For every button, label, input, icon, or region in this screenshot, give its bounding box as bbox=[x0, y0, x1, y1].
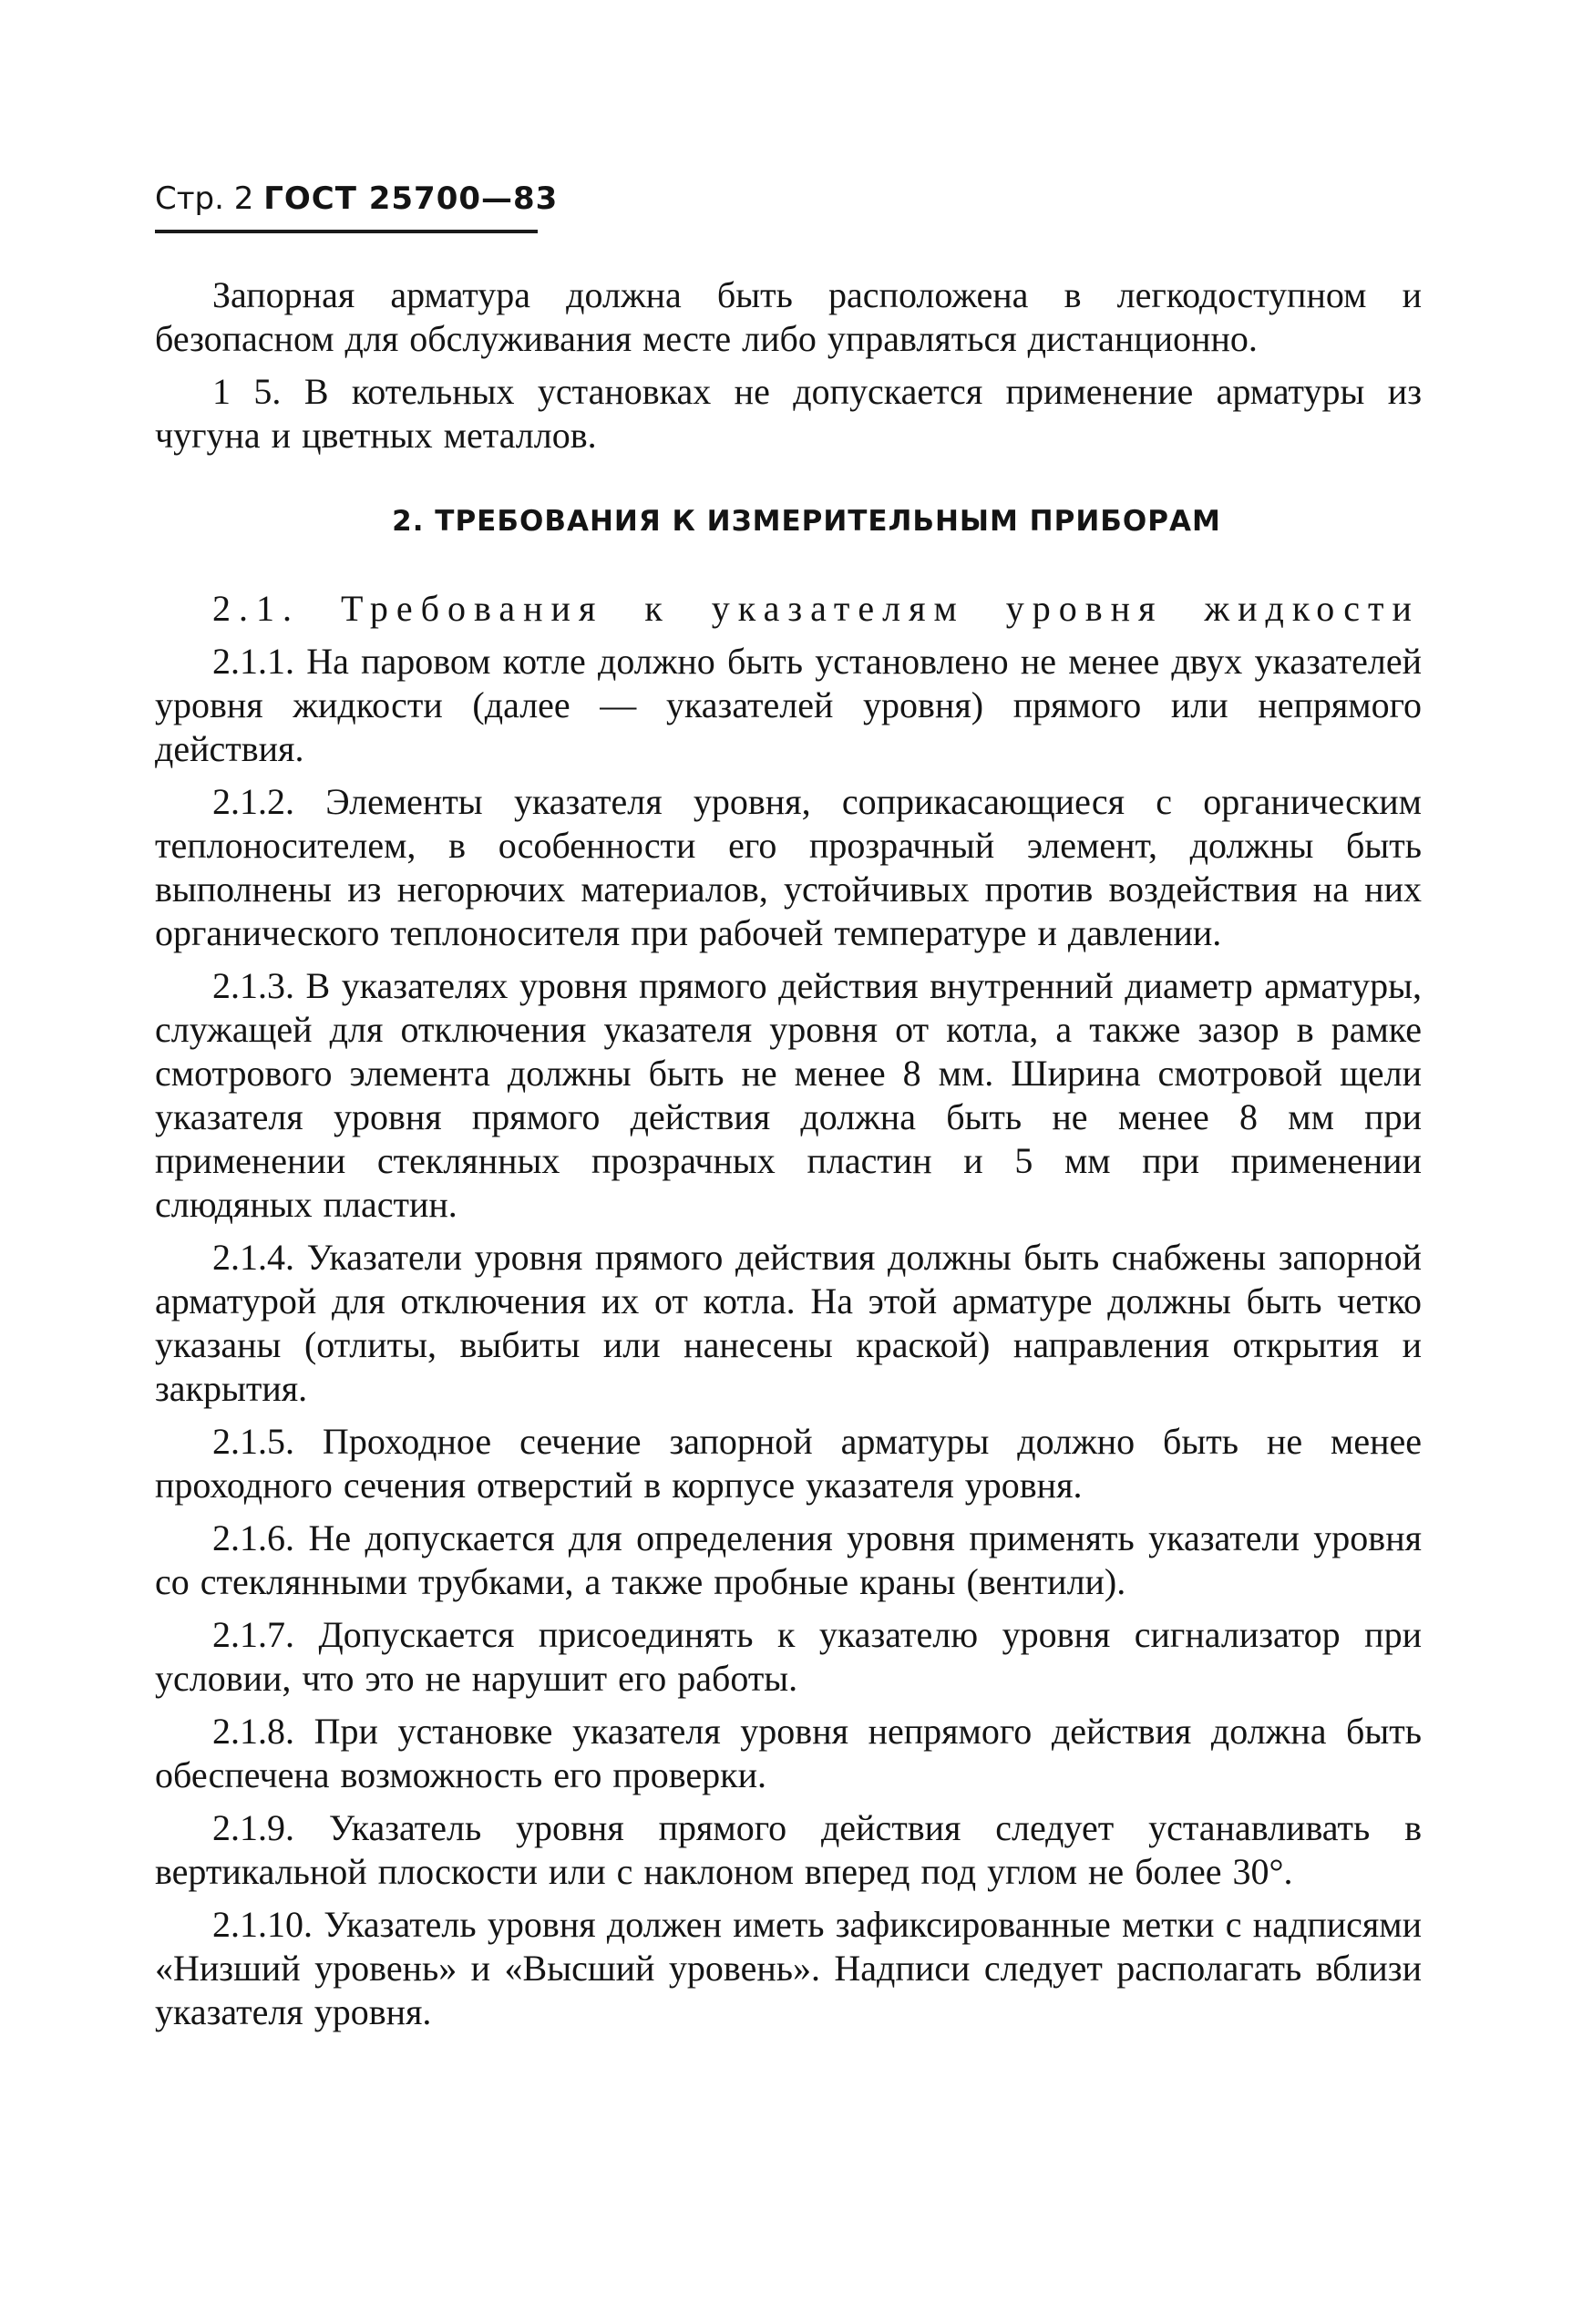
clause-2-1-7: 2.1.7. Допускается присоединять к указателю уровня сигнализатор при условии, что это не нарушит его работы. bbox=[155, 1614, 1422, 1699]
paragraph-shutoff-valves: Запорная арматура должна быть расположена в легкодоступном и безопасном для обслуживания месте либо управляться дистанционно. bbox=[155, 274, 1422, 359]
clause-2-1-9: 2.1.9. Указатель уровня прямого действия следует устанавливать в вертикальной плоскости или с наклоном вперед под углом не более 30°. bbox=[155, 1807, 1422, 1892]
subsection-title: 2.1. Требования к указателям уровня жидкости bbox=[212, 588, 1420, 629]
standard-designation: ГОСТ 25700—83 bbox=[263, 180, 559, 217]
clause-2-1-10: 2.1.10. Указатель уровня должен иметь зафиксированные метки с надписями «Низший уровень» и «Высший уровень». Надписи следует располагать вблизи указателя уровня. bbox=[155, 1904, 1422, 2032]
clause-2-1-2: 2.1.2. Элементы указателя уровня, соприкасающиеся с органическим теплоносителем, в особенности его прозрачный элемент, должны быть выполнены из негорючих материалов, устойчивых против воздействия на них органического теплоносителя при рабочей температуре и давлении. bbox=[155, 781, 1422, 953]
clause-2-1-1: 2.1.1. На паровом котле должно быть установлено не менее двух указателей уровня жидкости (далее — указателей уровня) прямого или непрямого действия. bbox=[155, 641, 1422, 769]
document-body bbox=[155, 273, 1422, 2043]
clause-2-1-6: 2.1.6. Не допускается для определения уровня применять указатели уровня со стеклянными трубками, а также пробные краны (вентили). bbox=[155, 1517, 1422, 1602]
clause-2-1-3: 2.1.3. В указателях уровня прямого действия внутренний диаметр арматуры, служащей для отключения указателя уровня от котла, а также зазор в рамке смотрового элемента должны быть не менее 8 мм. Ширина смотровой щели указателя уровня прямого действия должна быть не менее 8 мм при применении стеклянных прозрачных пластин и 5 мм при применении слюдяных пластин. bbox=[155, 965, 1422, 1225]
clause-2-1-8: 2.1.8. При установке указателя уровня непрямого действия должна быть обеспечена возможность его проверки. bbox=[155, 1711, 1422, 1795]
section-title: 2. ТРЕБОВАНИЯ К ИЗМЕРИТЕЛЬНЫМ ПРИБОРАМ bbox=[392, 505, 1221, 538]
page-number: Стр. 2 bbox=[155, 180, 254, 217]
clause-2-1-5: 2.1.5. Проходное сечение запорной арматуры должно быть не менее проходного сечения отверстий в корпусе указателя уровня. bbox=[155, 1421, 1422, 1506]
page-header bbox=[155, 180, 559, 233]
clause-1-5: 1 5. В котельных установках не допускается применение арматуры из чугуна и цветных металлов. bbox=[155, 371, 1422, 456]
clause-2-1-4: 2.1.4. Указатели уровня прямого действия должны быть снабжены запорной арматурой для отключения их от котла. На этой арматуре должны быть четко указаны (отлиты, выбиты или нанесены краской) направления открытия и закрытия. bbox=[155, 1237, 1422, 1409]
